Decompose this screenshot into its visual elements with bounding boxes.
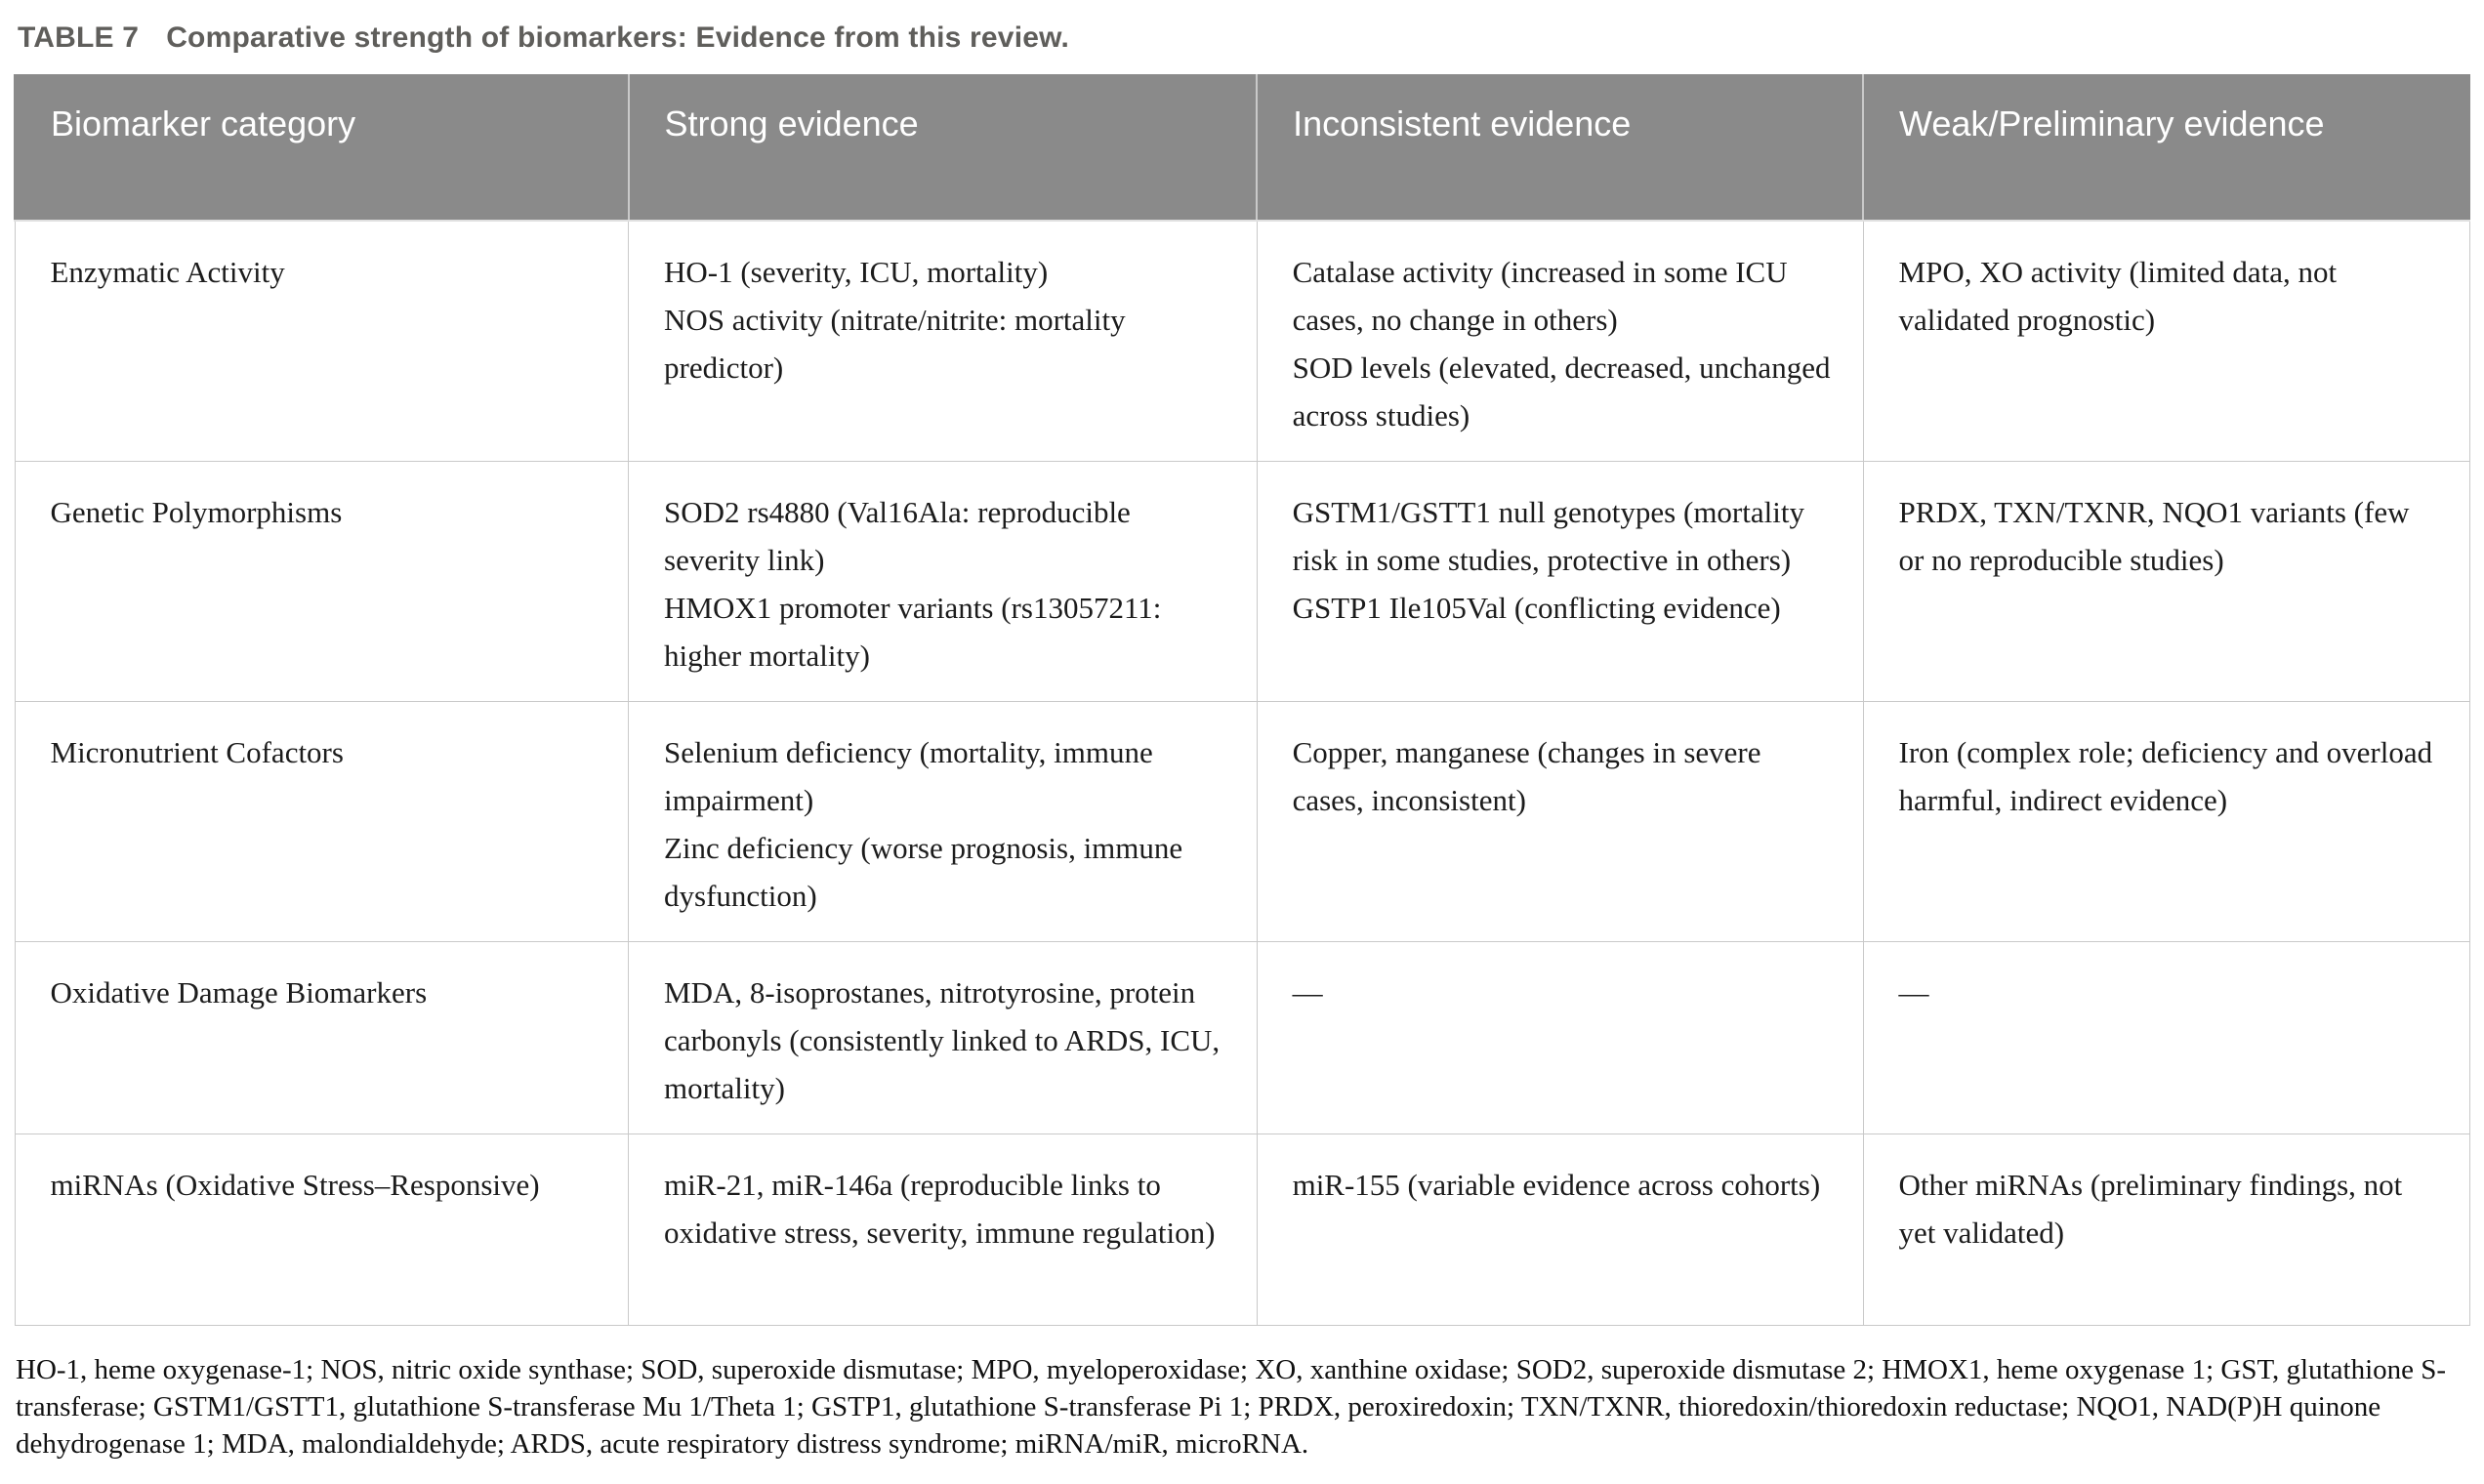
cell-entry: HMOX1 promoter variants (rs13057211: higher mortality) bbox=[664, 591, 1162, 673]
cell-entry: Genetic Polymorphisms bbox=[50, 495, 343, 529]
table-footnote: HO-1, heme oxygenase-1; NOS, nitric oxide synthase; SOD, superoxide dismutase; MPO, myeloperoxidase; XO, xanthine oxidase; SOD2, superoxide dismutase 2; HMOX1, heme oxygenase 1; GST, glutathione S-transferase; GSTM1/GSTT1, glutathione S-transferase Mu 1/Theta 1; GSTP1, glutathione S-transferase Pi 1; PRDX, peroxiredoxin; TXN/TXNR, thioredoxin/thioredoxin reductase; NQO1, NAD(P)H quinone dehydrogenase 1; MDA, malondialdehyde; ARDS, acute respiratory distress syndrome; miRNA/miR, microRNA. bbox=[16, 1354, 2447, 1460]
cell-entry: miR-155 (variable evidence across cohorts) bbox=[1292, 1168, 1821, 1202]
cell-entry: SOD levels (elevated, decreased, unchanged across studies) bbox=[1292, 350, 1831, 433]
cell-entry: — bbox=[1292, 975, 1323, 1010]
category-cell bbox=[15, 942, 629, 1134]
cell-entry: Oxidative Damage Biomarkers bbox=[50, 975, 428, 1010]
cell-entry: MDA, 8-isoprostanes, nitrotyrosine, protein carbonyls (consistently linked to ARDS, ICU, mortality) bbox=[664, 975, 1221, 1105]
table-caption bbox=[18, 21, 2470, 55]
weak-evidence-cell bbox=[1863, 462, 2469, 702]
cell-entry: miR-21, miR-146a (reproducible links to oxidative stress, severity, immune regulation) bbox=[664, 1168, 1216, 1250]
cell-entry: Enzymatic Activity bbox=[50, 255, 285, 289]
table-row bbox=[15, 221, 2469, 462]
table-row bbox=[15, 1134, 2469, 1326]
inconsistent-evidence-cell bbox=[1257, 462, 1863, 702]
cell-entry: PRDX, TXN/TXNR, NQO1 variants (few or no reproducible studies) bbox=[1898, 495, 2410, 577]
cell-entry: GSTM1/GSTT1 null genotypes (mortality risk in some studies, protective in others) bbox=[1292, 495, 1804, 577]
cell-entry: HO-1 (severity, ICU, mortality) bbox=[664, 255, 1049, 289]
table-row bbox=[15, 462, 2469, 702]
cell-entry: Selenium deficiency (mortality, immune impairment) bbox=[664, 735, 1153, 817]
inconsistent-evidence-cell bbox=[1257, 221, 1863, 462]
table-body bbox=[15, 221, 2469, 1326]
biomarker-evidence-table bbox=[14, 74, 2470, 1326]
table-caption-text: Comparative strength of biomarkers: Evidence from this review. bbox=[166, 21, 1070, 54]
strong-evidence-cell bbox=[629, 942, 1258, 1134]
column-header: Inconsistent evidence bbox=[1257, 74, 1863, 221]
strong-evidence-cell bbox=[629, 462, 1258, 702]
category-cell bbox=[15, 1134, 629, 1326]
cell-entry: Iron (complex role; deficiency and overload harmful, indirect evidence) bbox=[1898, 735, 2433, 817]
strong-evidence-cell bbox=[629, 221, 1258, 462]
cell-entry: Zinc deficiency (worse prognosis, immune dysfunction) bbox=[664, 831, 1183, 913]
table-header bbox=[15, 74, 2469, 221]
inconsistent-evidence-cell bbox=[1257, 1134, 1863, 1326]
column-header: Strong evidence bbox=[629, 74, 1258, 221]
inconsistent-evidence-cell bbox=[1257, 942, 1863, 1134]
cell-entry: miRNAs (Oxidative Stress–Responsive) bbox=[50, 1168, 540, 1202]
cell-entry: Copper, manganese (changes in severe cases, inconsistent) bbox=[1292, 735, 1761, 817]
table-row bbox=[15, 942, 2469, 1134]
strong-evidence-cell bbox=[629, 702, 1258, 942]
cell-entry: — bbox=[1898, 975, 1929, 1010]
cell-entry: MPO, XO activity (limited data, not validated prognostic) bbox=[1898, 255, 2338, 337]
cell-entry: Other miRNAs (preliminary findings, not yet validated) bbox=[1898, 1168, 2403, 1250]
table-caption-label: TABLE 7 bbox=[18, 21, 140, 54]
strong-evidence-cell bbox=[629, 1134, 1258, 1326]
category-cell bbox=[15, 462, 629, 702]
category-cell bbox=[15, 221, 629, 462]
cell-entry: GSTP1 Ile105Val (conflicting evidence) bbox=[1292, 591, 1781, 625]
weak-evidence-cell bbox=[1863, 1134, 2469, 1326]
column-header: Biomarker category bbox=[15, 74, 629, 221]
cell-entry: Catalase activity (increased in some ICU cases, no change in others) bbox=[1292, 255, 1788, 337]
weak-evidence-cell bbox=[1863, 942, 2469, 1134]
cell-entry: NOS activity (nitrate/nitrite: mortality predictor) bbox=[664, 303, 1126, 385]
weak-evidence-cell bbox=[1863, 221, 2469, 462]
cell-entry: SOD2 rs4880 (Val16Ala: reproducible severity link) bbox=[664, 495, 1131, 577]
category-cell bbox=[15, 702, 629, 942]
inconsistent-evidence-cell bbox=[1257, 702, 1863, 942]
column-header: Weak/Preliminary evidence bbox=[1863, 74, 2469, 221]
table-row bbox=[15, 702, 2469, 942]
weak-evidence-cell bbox=[1863, 702, 2469, 942]
cell-entry: Micronutrient Cofactors bbox=[50, 735, 344, 769]
header-row bbox=[15, 74, 2469, 221]
